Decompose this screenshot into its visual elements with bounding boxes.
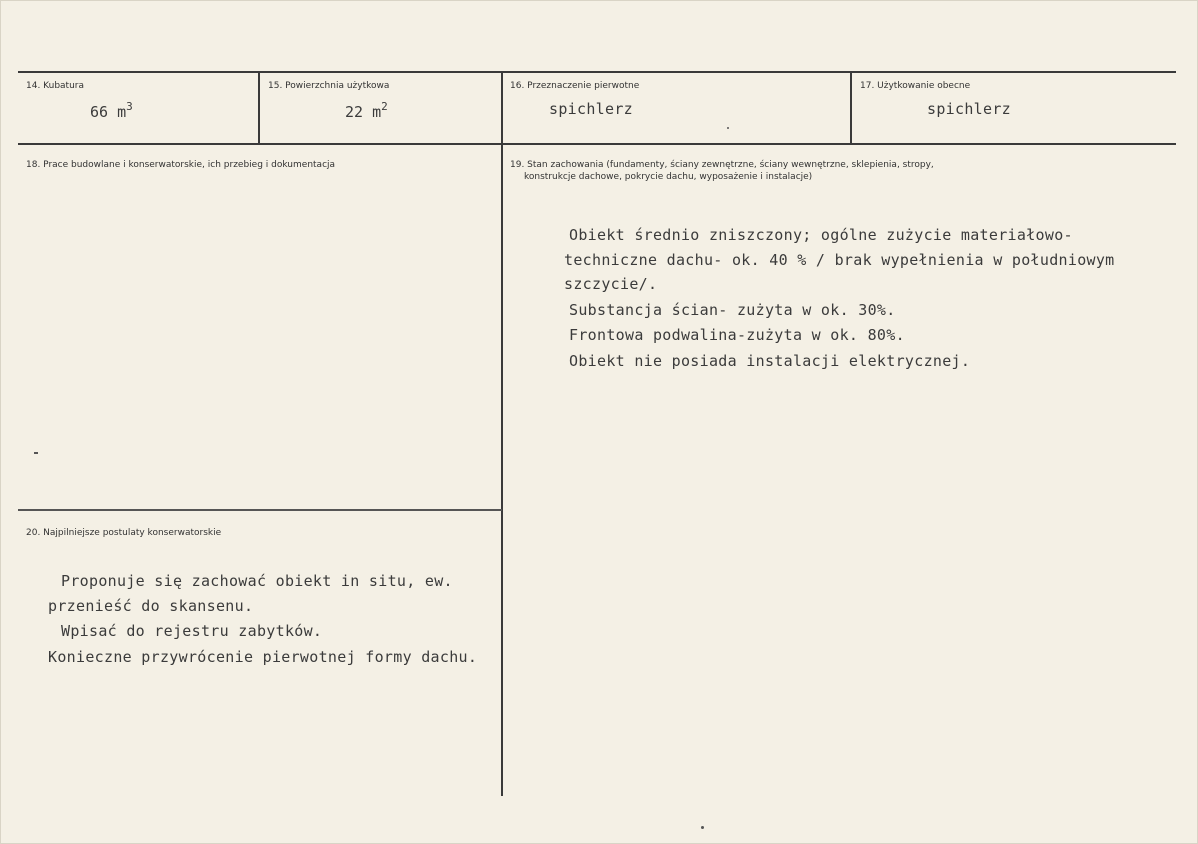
col-divider-main (501, 72, 503, 796)
field-15-label: 15. Powierzchnia użytkowa (268, 81, 390, 91)
field-19-line-6: Obiekt nie posiada instalacji elektrycznej. (569, 352, 971, 370)
field-16-value: spichlerz (549, 100, 633, 118)
field-19-line-5: Frontowa podwalina-zużyta w ok. 80%. (569, 326, 905, 344)
paper-speck (727, 127, 729, 129)
field-18-label: 18. Prace budowlane i konserwatorskie, ich przebieg i dokumentacja (26, 160, 336, 170)
field-15-value: 22 $m^2$ (345, 100, 388, 121)
left-mid-rule (18, 509, 502, 511)
col-divider-1 (258, 72, 260, 144)
field-14-value: 66 $m^3$ (90, 100, 133, 121)
paper-speck (701, 826, 704, 829)
field-20-line-1: Proponuje się zachować obiekt in situ, ew. (61, 572, 453, 590)
field-17-label: 17. Użytkowanie obecne (860, 81, 971, 91)
field-20-line-3: Wpisać do rejestru zabytków. (61, 622, 323, 640)
field-17-value: spichlerz (927, 100, 1011, 118)
field-16-label: 16. Przeznaczenie pierwotne (510, 81, 640, 91)
paper-speck (34, 452, 38, 454)
field-14-label: 14. Kubatura (26, 81, 85, 91)
col-divider-3 (850, 72, 852, 144)
field-19-label-line2: konstrukcje dachowe, pokrycie dachu, wyposażenie i instalacje) (524, 172, 813, 182)
field-19-label-line1: 19. Stan zachowania (fundamenty, ściany zewnętrzne, ściany wewnętrzne, sklepienia, stropy, (510, 160, 934, 170)
field-19-line-2: techniczne dachu- ok. 40 % / brak wypełnienia w południowym (564, 251, 1115, 269)
field-20-line-2: przenieść do skansenu. (48, 597, 254, 615)
field-19-line-1: Obiekt średnio zniszczony; ogólne zużycie materiałowo- (569, 226, 1073, 244)
top-rule (18, 71, 1176, 73)
field-20-line-4: Konieczne przywrócenie pierwotnej formy dachu. (48, 648, 478, 666)
field-20-label: 20. Najpilniejsze postulaty konserwatorskie (26, 528, 222, 538)
field-19-line-4: Substancja ścian- zużyta w ok. 30%. (569, 301, 896, 319)
field-19-line-3: szczycie/. (564, 275, 658, 293)
row1-bottom-rule (18, 143, 1176, 145)
